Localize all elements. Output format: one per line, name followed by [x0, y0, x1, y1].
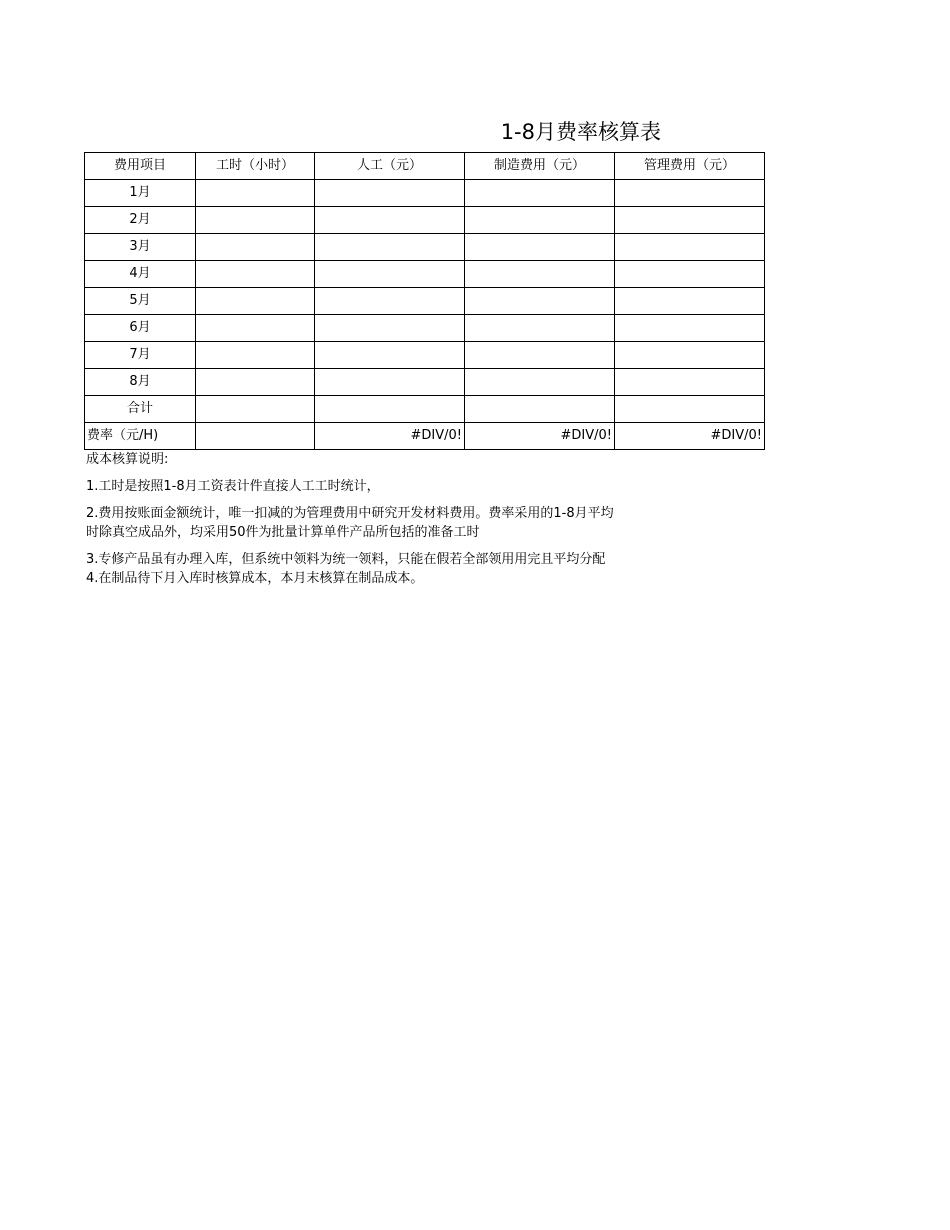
manufacturing-cell[interactable]	[465, 234, 615, 261]
manufacturing-cell[interactable]	[465, 288, 615, 315]
total-hours-cell[interactable]	[196, 396, 315, 423]
rate-management-cell[interactable]: #DIV/0!	[615, 423, 765, 450]
note-item[interactable]: 1.工时是按照1-8月工资表计件直接人工工时统计，	[86, 479, 380, 494]
management-cell[interactable]	[615, 234, 765, 261]
manufacturing-cell[interactable]	[465, 207, 615, 234]
labor-cell[interactable]	[315, 315, 465, 342]
table-row	[85, 180, 765, 207]
labor-cell[interactable]	[315, 180, 465, 207]
manufacturing-cell[interactable]	[465, 261, 615, 288]
labor-cell[interactable]	[315, 342, 465, 369]
header-cell-item[interactable]: 费用项目	[85, 153, 196, 180]
rate-row	[85, 423, 765, 450]
table-row	[85, 261, 765, 288]
manufacturing-cell[interactable]	[465, 315, 615, 342]
row-label-cell[interactable]: 1月	[85, 180, 196, 207]
management-cell[interactable]	[615, 315, 765, 342]
rate-hours-cell[interactable]	[196, 423, 315, 450]
rate-manufacturing-cell[interactable]: #DIV/0!	[465, 423, 615, 450]
row-label-cell[interactable]: 3月	[85, 234, 196, 261]
table-row	[85, 315, 765, 342]
hours-cell[interactable]	[196, 369, 315, 396]
row-label-cell[interactable]: 8月	[85, 369, 196, 396]
labor-cell[interactable]	[315, 207, 465, 234]
hours-cell[interactable]	[196, 207, 315, 234]
header-cell-management[interactable]: 管理费用（元）	[615, 153, 765, 180]
note-item[interactable]: 3.专修产品虽有办理入库，但系统中领料为统一领料，只能在假若全部领用用完且平均分配	[86, 552, 606, 567]
table-row	[85, 234, 765, 261]
labor-cell[interactable]	[315, 369, 465, 396]
header-cell-manufacturing[interactable]: 制造费用（元）	[465, 153, 615, 180]
manufacturing-cell[interactable]	[465, 342, 615, 369]
table-row	[85, 207, 765, 234]
row-label-cell[interactable]: 2月	[85, 207, 196, 234]
rate-table	[84, 152, 765, 450]
hours-cell[interactable]	[196, 261, 315, 288]
rate-label-cell[interactable]: 费率（元/H)	[85, 423, 196, 450]
note-item[interactable]: 4.在制品待下月入库时核算成本，本月末核算在制品成本。	[86, 571, 424, 586]
cost-notes	[86, 451, 778, 588]
hours-cell[interactable]	[196, 180, 315, 207]
table-row	[85, 288, 765, 315]
table-row	[85, 369, 765, 396]
note-item-continued[interactable]: 时除真空成品外，均采用50件为批量计算单件产品所包括的准备工时	[86, 525, 480, 540]
management-cell[interactable]	[615, 369, 765, 396]
management-cell[interactable]	[615, 261, 765, 288]
management-cell[interactable]	[615, 342, 765, 369]
hours-cell[interactable]	[196, 315, 315, 342]
labor-cell[interactable]	[315, 261, 465, 288]
note-item[interactable]: 2.费用按账面金额统计，唯一扣减的为管理费用中研究开发材料费用。费率采用的1-8月平均	[86, 506, 614, 521]
total-management-cell[interactable]	[615, 396, 765, 423]
notes-heading[interactable]: 成本核算说明:	[86, 452, 169, 467]
total-manufacturing-cell[interactable]	[465, 396, 615, 423]
header-row	[85, 153, 765, 180]
hours-cell[interactable]	[196, 288, 315, 315]
sheet-title: 1-8月费率核算表	[500, 120, 661, 144]
row-label-cell[interactable]: 5月	[85, 288, 196, 315]
total-row	[85, 396, 765, 423]
labor-cell[interactable]	[315, 288, 465, 315]
row-label-cell[interactable]: 6月	[85, 315, 196, 342]
management-cell[interactable]	[615, 207, 765, 234]
header-cell-hours[interactable]: 工时（小时）	[196, 153, 315, 180]
rate-labor-cell[interactable]: #DIV/0!	[315, 423, 465, 450]
manufacturing-cell[interactable]	[465, 180, 615, 207]
row-label-cell[interactable]: 4月	[85, 261, 196, 288]
hours-cell[interactable]	[196, 342, 315, 369]
header-cell-labor[interactable]: 人工（元）	[315, 153, 465, 180]
total-labor-cell[interactable]	[315, 396, 465, 423]
manufacturing-cell[interactable]	[465, 369, 615, 396]
management-cell[interactable]	[615, 180, 765, 207]
table-row	[85, 342, 765, 369]
total-label-cell[interactable]: 合计	[85, 396, 196, 423]
management-cell[interactable]	[615, 288, 765, 315]
labor-cell[interactable]	[315, 234, 465, 261]
row-label-cell[interactable]: 7月	[85, 342, 196, 369]
hours-cell[interactable]	[196, 234, 315, 261]
